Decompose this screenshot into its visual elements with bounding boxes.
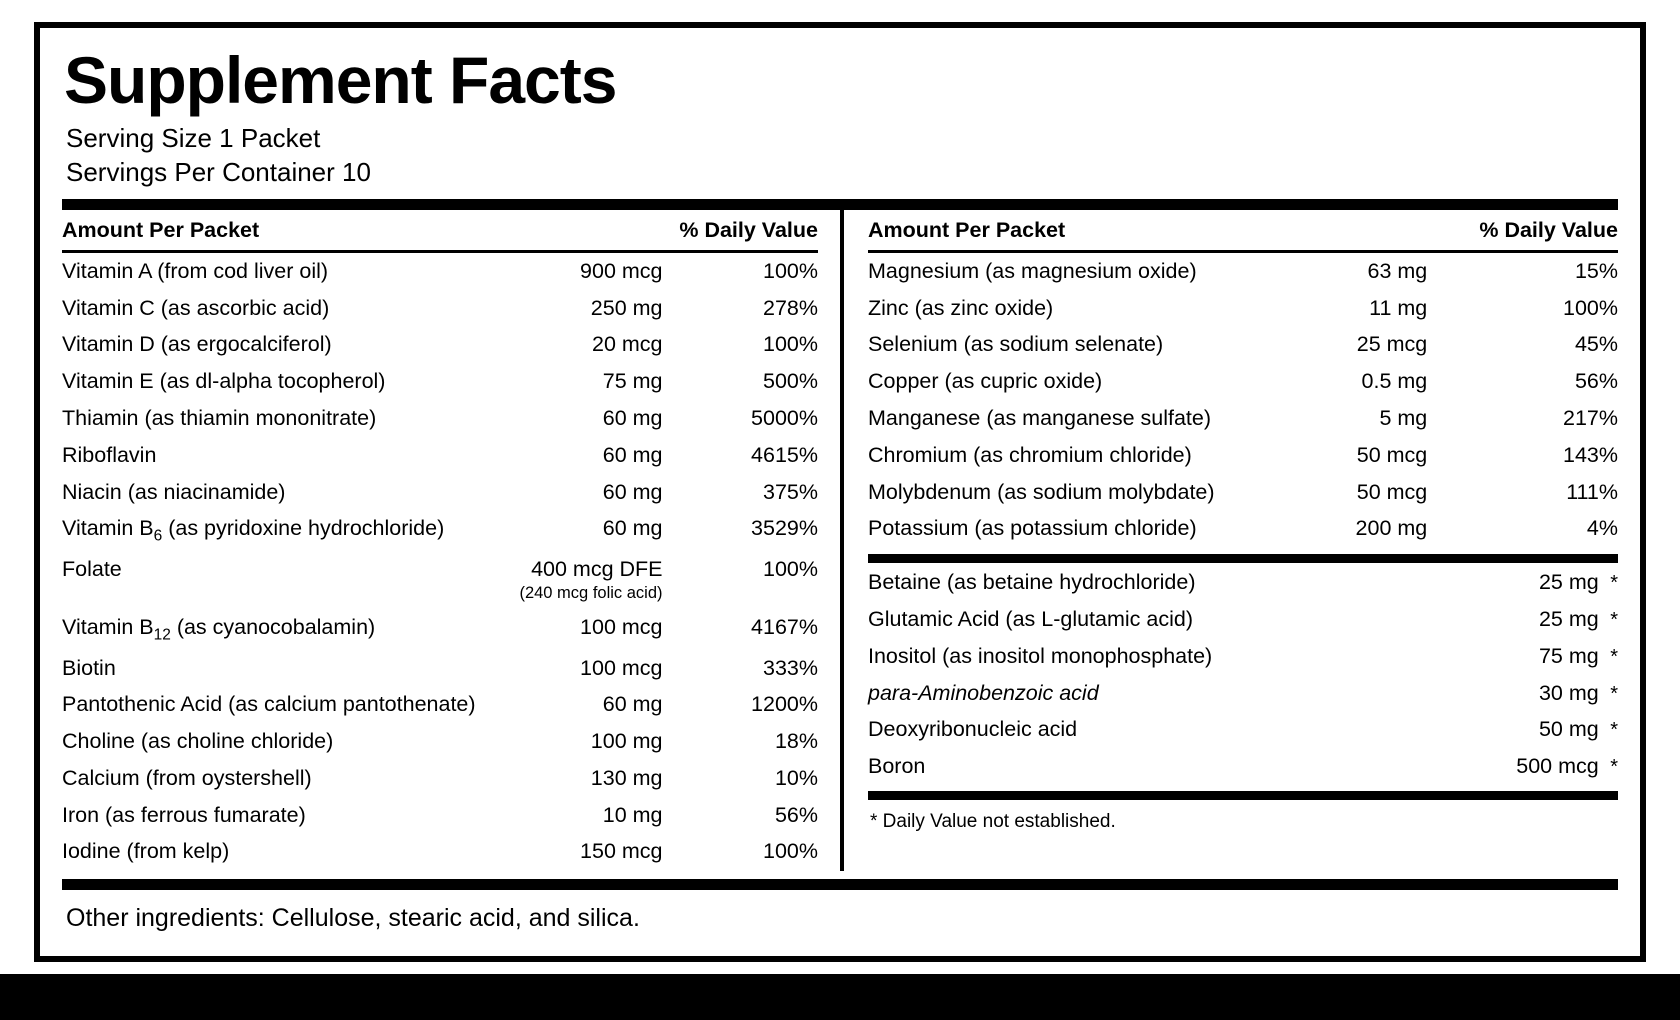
nutrient-amount: 60 mg (602, 516, 663, 541)
nutrient-column-right (840, 210, 1618, 871)
nutrient-name: Zinc (as zinc oxide) (868, 295, 1054, 320)
nutrient-amount: 50 mcg (1356, 479, 1428, 504)
daily-value-asterisk: * (1610, 756, 1618, 779)
nutrient-daily-value: 10% (774, 765, 818, 790)
nutrient-amount: 30 mg (1538, 680, 1599, 705)
nutrient-amount: 60 mg (602, 442, 663, 467)
daily-value-asterisk: * (1610, 608, 1618, 631)
nutrient-daily-value (1605, 749, 1618, 786)
nutrient-daily-value: 4615% (751, 442, 818, 467)
nutrient-name: Betaine (as betaine hydrochloride) (868, 570, 1196, 595)
table-row (868, 511, 1618, 548)
nutrient-name: Deoxyribonucleic acid (868, 717, 1078, 742)
nutrient-columns (62, 210, 1618, 871)
table-row (868, 749, 1618, 786)
nutrient-name: Inositol (as inositol monophosphate) (868, 643, 1213, 668)
nutrient-daily-value (1605, 712, 1618, 749)
nutrient-name: Vitamin E (as dl-alpha tocopherol) (62, 369, 386, 394)
nutrient-table-right (868, 210, 1618, 547)
table-row (868, 252, 1618, 290)
nutrient-daily-value: 3529% (751, 516, 818, 541)
table-row (62, 437, 818, 474)
nutrient-name: Boron (868, 754, 926, 779)
nutrient-daily-value: 333% (763, 655, 818, 680)
nutrient-amount: 11 mg (1369, 295, 1428, 320)
table-row (62, 650, 818, 687)
table-row (62, 511, 818, 552)
nutrient-table-right-other (868, 565, 1618, 786)
table-row (868, 638, 1618, 675)
header-amount-right: Amount Per Packet (868, 210, 1330, 252)
nutrient-amount: 50 mcg (1356, 442, 1428, 467)
table-row (62, 474, 818, 511)
nutrient-amount: 60 mg (602, 405, 663, 430)
header-spacer-left (508, 210, 669, 252)
nutrient-daily-value (1605, 565, 1618, 602)
nutrient-amount-sub: (240 mcg folic acid) (519, 584, 663, 602)
nutrient-amount: 10 mg (602, 802, 663, 827)
divider-footnote-right (868, 791, 1618, 800)
supplement-facts-panel (34, 22, 1646, 962)
table-row (868, 474, 1618, 511)
table-row (62, 290, 818, 327)
nutrient-name: Vitamin $B_6$ (as pyridoxine hydrochloride) (62, 516, 445, 545)
nutrient-amount: 75 mg (1538, 643, 1599, 668)
nutrient-amount: 200 mg (1355, 516, 1428, 541)
nutrient-daily-value (1605, 675, 1618, 712)
nutrient-amount: 20 mcg (592, 332, 663, 357)
servings-per-container: Servings Per Container 10 (66, 156, 371, 187)
nutrient-table-left (62, 210, 818, 871)
table-row (868, 364, 1618, 401)
table-row (62, 552, 818, 609)
nutrient-name: Iron (as ferrous fumarate) (62, 802, 306, 827)
divider-top (62, 199, 1618, 210)
nutrient-daily-value (1605, 638, 1618, 675)
serving-info (66, 121, 1626, 190)
nutrient-amount: 75 mg (602, 369, 663, 394)
nutrient-daily-value: 100% (763, 839, 818, 864)
nutrient-name: Manganese (as manganese sulfate) (868, 405, 1212, 430)
table-header-row (62, 210, 818, 252)
nutrient-daily-value: 4167% (751, 614, 818, 639)
nutrient-daily-value: 500% (763, 369, 818, 394)
nutrient-daily-value: 100% (763, 258, 818, 283)
daily-value-asterisk: * (1610, 719, 1618, 742)
nutrient-daily-value: 4% (1586, 516, 1618, 541)
table-row (62, 400, 818, 437)
nutrient-name: Potassium (as potassium chloride) (868, 516, 1197, 541)
nutrient-amount: 63 mg (1367, 258, 1428, 283)
table-row (62, 797, 818, 834)
table-row (62, 609, 818, 650)
nutrient-name: Vitamin A (from cod liver oil) (62, 258, 329, 283)
nutrient-name: Choline (as choline chloride) (62, 729, 334, 754)
header-daily-value-left: % Daily Value (669, 210, 818, 252)
nutrient-name: Niacin (as niacinamide) (62, 479, 286, 504)
nutrient-name: Vitamin $B_{12}$ (as cyanocobalamin) (62, 614, 376, 643)
table-row (62, 252, 818, 290)
table-row (868, 290, 1618, 327)
nutrient-name: Selenium (as sodium selenate) (868, 332, 1164, 357)
other-ingredients: Other ingredients: Cellulose, stearic acid, and silica. (66, 903, 640, 932)
nutrient-name: Folate (62, 557, 122, 582)
nutrient-name: para-Aminobenzoic acid (868, 680, 1099, 705)
table-row (868, 601, 1618, 638)
table-row (62, 724, 818, 761)
nutrient-daily-value: 5000% (751, 405, 818, 430)
table-row (62, 760, 818, 797)
nutrient-amount: 150 mcg (580, 839, 663, 864)
daily-value-asterisk: * (1610, 682, 1618, 705)
nutrient-name: Iodine (from kelp) (62, 839, 230, 864)
nutrient-daily-value: 111% (1566, 479, 1618, 504)
nutrient-amount: 0.5 mg (1361, 369, 1428, 394)
nutrient-column-left (62, 210, 840, 871)
header-spacer-right (1330, 210, 1434, 252)
nutrient-daily-value: 278% (763, 295, 818, 320)
nutrient-daily-value: 100% (1563, 295, 1618, 320)
nutrient-amount: 25 mcg (1356, 332, 1428, 357)
table-row (62, 327, 818, 364)
nutrient-daily-value: 375% (763, 479, 818, 504)
daily-value-asterisk: * (1610, 572, 1618, 595)
nutrient-daily-value: 15% (1574, 258, 1618, 283)
table-row (868, 327, 1618, 364)
nutrient-daily-value: 100% (763, 332, 818, 357)
nutrient-name: Riboflavin (62, 442, 157, 467)
bottom-black-bar (0, 974, 1680, 1020)
nutrient-name: Vitamin C (as ascorbic acid) (62, 295, 330, 320)
nutrient-amount: 400 mcg DFE (240 mcg folic acid) (508, 552, 669, 609)
nutrient-daily-value: 217% (1563, 405, 1618, 430)
nutrient-amount: 100 mcg (580, 655, 663, 680)
nutrient-name: Thiamin (as thiamin mononitrate) (62, 405, 377, 430)
nutrient-amount: 130 mg (590, 765, 663, 790)
footnote: * Daily Value not established. (870, 811, 1116, 833)
nutrient-amount: 900 mcg (580, 258, 663, 283)
nutrient-daily-value (1605, 601, 1618, 638)
table-row (62, 687, 818, 724)
table-row (868, 675, 1618, 712)
header-daily-value-right: % Daily Value (1433, 210, 1618, 252)
daily-value-asterisk: * (1610, 645, 1618, 668)
nutrient-amount: 5 mg (1379, 405, 1428, 430)
table-row (62, 364, 818, 401)
serving-size: Serving Size 1 Packet (66, 122, 321, 153)
nutrient-name: Copper (as cupric oxide) (868, 369, 1103, 394)
nutrient-amount: 25 mg (1538, 606, 1599, 631)
nutrient-amount: 500 mcg (1516, 754, 1599, 779)
nutrient-amount: 25 mg (1538, 570, 1599, 595)
nutrient-daily-value: 56% (774, 802, 818, 827)
nutrient-amount: 60 mg (602, 692, 663, 717)
nutrient-amount: 250 mg (590, 295, 663, 320)
table-row (868, 437, 1618, 474)
nutrient-name: Calcium (from oystershell) (62, 765, 312, 790)
nutrient-amount: 60 mg (602, 479, 663, 504)
nutrient-daily-value: 100% (763, 557, 818, 582)
nutrient-name: Pantothenic Acid (as calcium pantothenate) (62, 692, 476, 717)
nutrient-daily-value: 18% (774, 729, 818, 754)
table-row (62, 834, 818, 871)
nutrient-daily-value: 56% (1574, 369, 1618, 394)
table-row (868, 400, 1618, 437)
page-title: Supplement Facts (64, 43, 617, 117)
nutrient-name: Chromium (as chromium chloride) (868, 442, 1192, 467)
nutrient-amount: 50 mg (1538, 717, 1599, 742)
nutrient-amount: 100 mg (590, 729, 663, 754)
nutrient-daily-value: 1200% (751, 692, 818, 717)
nutrient-amount: 100 mcg (580, 614, 663, 639)
table-row (868, 565, 1618, 602)
nutrient-name: Glutamic Acid (as L-glutamic acid) (868, 606, 1193, 631)
divider-bottom (62, 879, 1618, 890)
header-amount-left: Amount Per Packet (62, 210, 508, 252)
nutrient-name: Biotin (62, 655, 116, 680)
divider-middle-right (868, 554, 1618, 563)
nutrient-name: Molybdenum (as sodium molybdate) (868, 479, 1215, 504)
nutrient-name: Vitamin D (as ergocalciferol) (62, 332, 332, 357)
nutrient-daily-value: 143% (1563, 442, 1618, 467)
table-header-row (868, 210, 1618, 252)
nutrient-daily-value: 45% (1574, 332, 1618, 357)
nutrient-name: Magnesium (as magnesium oxide) (868, 258, 1197, 283)
table-row (868, 712, 1618, 749)
